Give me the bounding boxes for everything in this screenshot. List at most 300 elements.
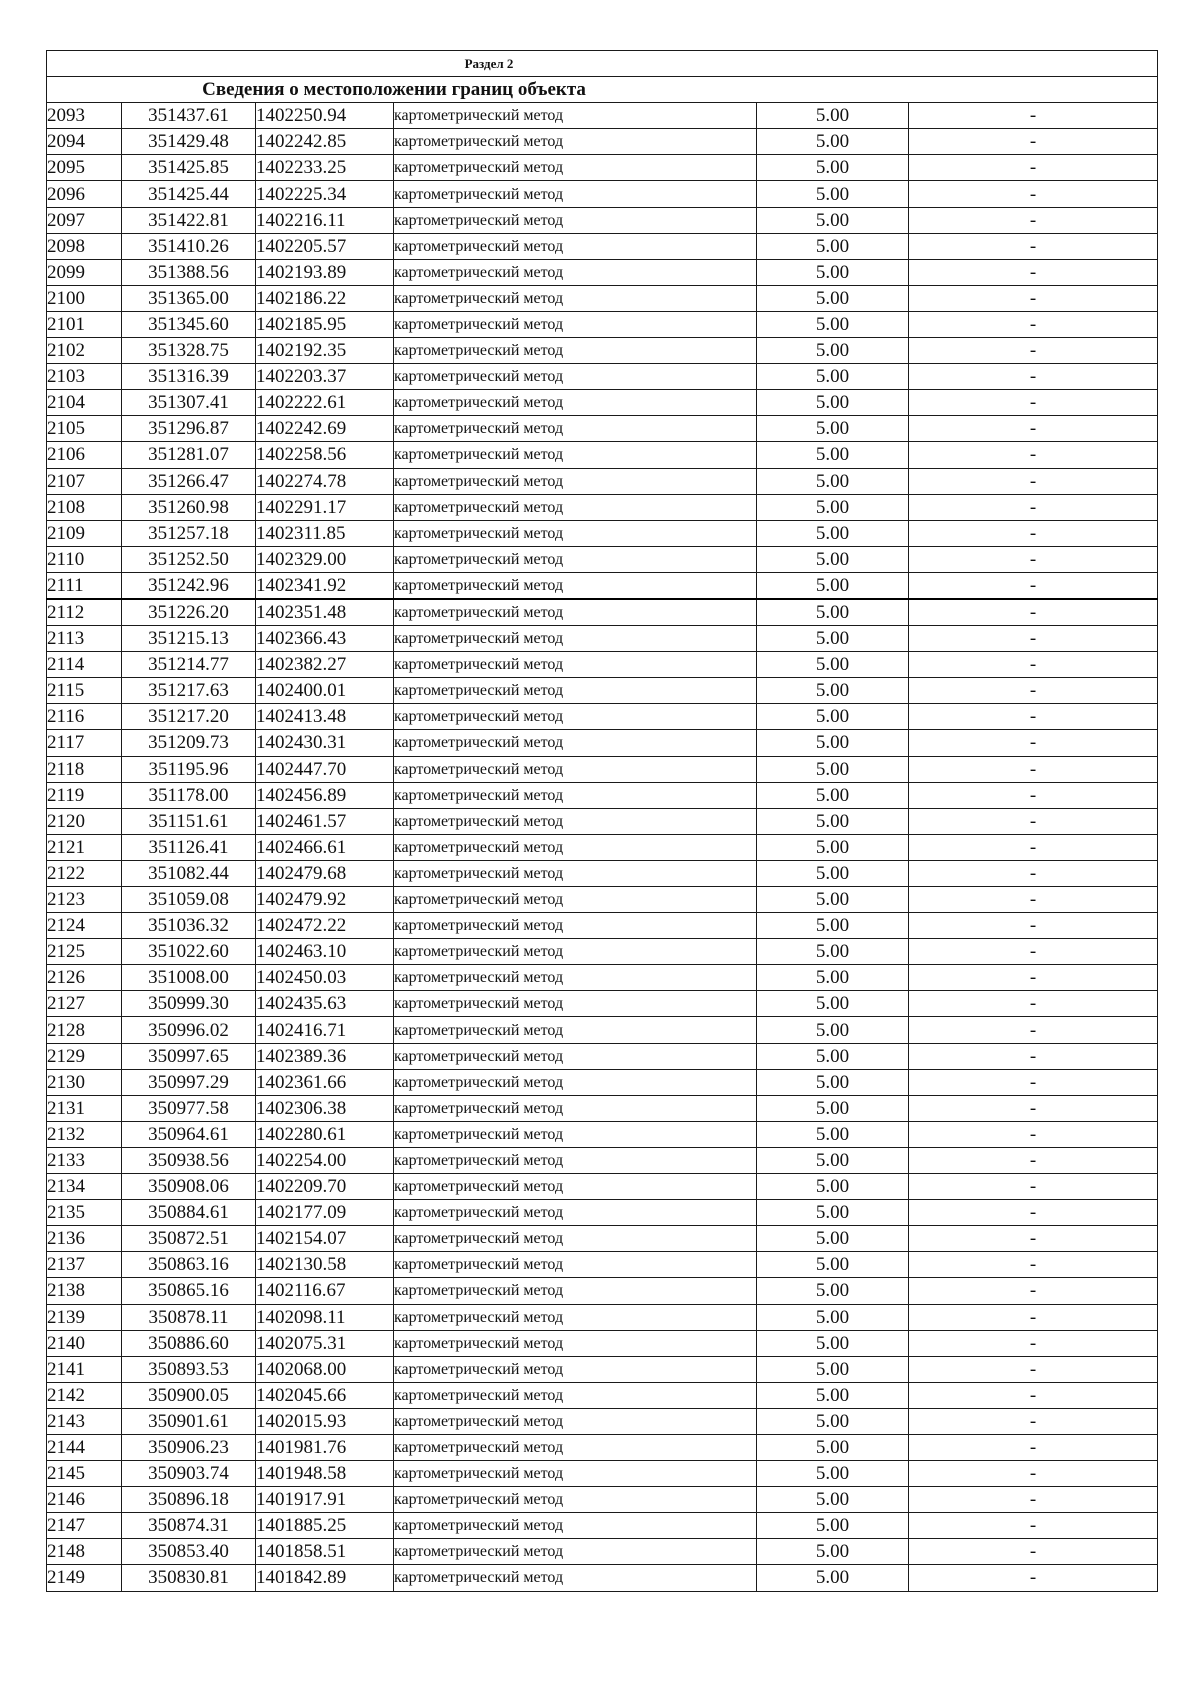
note-cell: - xyxy=(909,1382,1158,1408)
method-cell: картометрический метод xyxy=(394,1200,757,1226)
accuracy-cell: 5.00 xyxy=(757,155,909,181)
coordinate-x-cell: 350863.16 xyxy=(122,1252,256,1278)
accuracy-cell: 5.00 xyxy=(757,782,909,808)
method-cell: картометрический метод xyxy=(394,678,757,704)
coordinate-x-cell: 350977.58 xyxy=(122,1095,256,1121)
point-number-cell: 2139 xyxy=(47,1304,122,1330)
method-cell: картометрический метод xyxy=(394,103,757,129)
coordinate-y-cell: 1402351.48 xyxy=(256,599,394,626)
table-row xyxy=(47,756,1158,782)
accuracy-cell: 5.00 xyxy=(757,834,909,860)
method-cell: картометрический метод xyxy=(394,808,757,834)
accuracy-cell: 5.00 xyxy=(757,1043,909,1069)
note-cell: - xyxy=(909,338,1158,364)
note-cell: - xyxy=(909,129,1158,155)
point-number-cell: 2121 xyxy=(47,834,122,860)
coordinate-x-cell: 351209.73 xyxy=(122,730,256,756)
note-cell: - xyxy=(909,887,1158,913)
note-cell: - xyxy=(909,546,1158,572)
note-cell: - xyxy=(909,1174,1158,1200)
coordinate-y-cell: 1402222.61 xyxy=(256,390,394,416)
method-cell: картометрический метод xyxy=(394,991,757,1017)
accuracy-cell: 5.00 xyxy=(757,965,909,991)
method-cell: картометрический метод xyxy=(394,207,757,233)
method-cell: картометрический метод xyxy=(394,155,757,181)
table-row xyxy=(47,1539,1158,1565)
coordinate-x-cell: 351257.18 xyxy=(122,520,256,546)
coordinate-x-cell: 351266.47 xyxy=(122,468,256,494)
table-row xyxy=(47,233,1158,259)
coordinate-x-cell: 351217.63 xyxy=(122,678,256,704)
coordinate-y-cell: 1402274.78 xyxy=(256,468,394,494)
table-row xyxy=(47,1095,1158,1121)
table-row xyxy=(47,1017,1158,1043)
point-number-cell: 2144 xyxy=(47,1434,122,1460)
table-row xyxy=(47,311,1158,337)
table-row xyxy=(47,1382,1158,1408)
coordinate-x-cell: 351036.32 xyxy=(122,913,256,939)
table-row xyxy=(47,913,1158,939)
accuracy-cell: 5.00 xyxy=(757,1382,909,1408)
point-number-cell: 2143 xyxy=(47,1408,122,1434)
method-cell: картометрический метод xyxy=(394,1461,757,1487)
accuracy-cell: 5.00 xyxy=(757,808,909,834)
accuracy-cell: 5.00 xyxy=(757,442,909,468)
boundary-coordinates-table xyxy=(46,50,1158,1592)
coordinate-y-cell: 1402463.10 xyxy=(256,939,394,965)
coordinate-x-cell: 350997.29 xyxy=(122,1069,256,1095)
accuracy-cell: 5.00 xyxy=(757,416,909,442)
accuracy-cell: 5.00 xyxy=(757,860,909,886)
coordinate-x-cell: 350865.16 xyxy=(122,1278,256,1304)
table-row xyxy=(47,1069,1158,1095)
note-cell: - xyxy=(909,991,1158,1017)
note-cell: - xyxy=(909,572,1158,599)
coordinate-y-cell: 1402254.00 xyxy=(256,1147,394,1173)
point-number-cell: 2149 xyxy=(47,1565,122,1591)
table-row xyxy=(47,1565,1158,1591)
table-row xyxy=(47,416,1158,442)
note-cell: - xyxy=(909,1513,1158,1539)
method-cell: картометрический метод xyxy=(394,834,757,860)
method-cell: картометрический метод xyxy=(394,704,757,730)
coordinate-x-cell: 351242.96 xyxy=(122,572,256,599)
point-number-cell: 2120 xyxy=(47,808,122,834)
point-number-cell: 2118 xyxy=(47,756,122,782)
point-number-cell: 2100 xyxy=(47,285,122,311)
coordinate-x-cell: 350830.81 xyxy=(122,1565,256,1591)
method-cell: картометрический метод xyxy=(394,730,757,756)
coordinate-x-cell: 351307.41 xyxy=(122,390,256,416)
coordinate-y-cell: 1402177.09 xyxy=(256,1200,394,1226)
table-row xyxy=(47,468,1158,494)
coordinate-x-cell: 351365.00 xyxy=(122,285,256,311)
point-number-cell: 2124 xyxy=(47,913,122,939)
accuracy-cell: 5.00 xyxy=(757,181,909,207)
coordinate-x-cell: 351008.00 xyxy=(122,965,256,991)
point-number-cell: 2126 xyxy=(47,965,122,991)
coordinate-x-cell: 351195.96 xyxy=(122,756,256,782)
method-cell: картометрический метод xyxy=(394,390,757,416)
method-cell: картометрический метод xyxy=(394,546,757,572)
method-cell: картометрический метод xyxy=(394,756,757,782)
method-cell: картометрический метод xyxy=(394,887,757,913)
accuracy-cell: 5.00 xyxy=(757,390,909,416)
coordinate-y-cell: 1402291.17 xyxy=(256,494,394,520)
table-row xyxy=(47,860,1158,886)
coordinate-x-cell: 351388.56 xyxy=(122,259,256,285)
accuracy-cell: 5.00 xyxy=(757,991,909,1017)
coordinate-y-cell: 1402329.00 xyxy=(256,546,394,572)
point-number-cell: 2110 xyxy=(47,546,122,572)
accuracy-cell: 5.00 xyxy=(757,103,909,129)
accuracy-cell: 5.00 xyxy=(757,1356,909,1382)
coordinate-y-cell: 1402413.48 xyxy=(256,704,394,730)
coordinate-x-cell: 350906.23 xyxy=(122,1434,256,1460)
point-number-cell: 2104 xyxy=(47,390,122,416)
accuracy-cell: 5.00 xyxy=(757,730,909,756)
coordinate-x-cell: 350884.61 xyxy=(122,1200,256,1226)
accuracy-cell: 5.00 xyxy=(757,1539,909,1565)
point-number-cell: 2103 xyxy=(47,364,122,390)
point-number-cell: 2101 xyxy=(47,311,122,337)
coordinate-x-cell: 351281.07 xyxy=(122,442,256,468)
table-row xyxy=(47,626,1158,652)
note-cell: - xyxy=(909,1434,1158,1460)
table-row xyxy=(47,991,1158,1017)
table-row xyxy=(47,1278,1158,1304)
method-cell: картометрический метод xyxy=(394,129,757,155)
coordinate-y-cell: 1401885.25 xyxy=(256,1513,394,1539)
method-cell: картометрический метод xyxy=(394,1017,757,1043)
coordinate-y-cell: 1401917.91 xyxy=(256,1487,394,1513)
coordinate-x-cell: 351410.26 xyxy=(122,233,256,259)
heading-cell xyxy=(47,77,1158,103)
accuracy-cell: 5.00 xyxy=(757,678,909,704)
coordinate-x-cell: 350853.40 xyxy=(122,1539,256,1565)
point-number-cell: 2119 xyxy=(47,782,122,808)
note-cell: - xyxy=(909,468,1158,494)
coordinate-x-cell: 350999.30 xyxy=(122,991,256,1017)
method-cell: картометрический метод xyxy=(394,1434,757,1460)
method-cell: картометрический метод xyxy=(394,1174,757,1200)
accuracy-cell: 5.00 xyxy=(757,1434,909,1460)
section-row xyxy=(47,51,1158,77)
note-cell: - xyxy=(909,1461,1158,1487)
method-cell: картометрический метод xyxy=(394,1356,757,1382)
coordinate-y-cell: 1402130.58 xyxy=(256,1252,394,1278)
accuracy-cell: 5.00 xyxy=(757,887,909,913)
accuracy-cell: 5.00 xyxy=(757,520,909,546)
method-cell: картометрический метод xyxy=(394,338,757,364)
point-number-cell: 2112 xyxy=(47,599,122,626)
note-cell: - xyxy=(909,599,1158,626)
method-cell: картометрический метод xyxy=(394,520,757,546)
accuracy-cell: 5.00 xyxy=(757,338,909,364)
coordinate-x-cell: 350908.06 xyxy=(122,1174,256,1200)
point-number-cell: 2146 xyxy=(47,1487,122,1513)
point-number-cell: 2094 xyxy=(47,129,122,155)
coordinate-y-cell: 1402075.31 xyxy=(256,1330,394,1356)
coordinate-y-cell: 1402306.38 xyxy=(256,1095,394,1121)
table-row xyxy=(47,887,1158,913)
table-row xyxy=(47,678,1158,704)
table-row xyxy=(47,1356,1158,1382)
coordinate-y-cell: 1402389.36 xyxy=(256,1043,394,1069)
point-number-cell: 2105 xyxy=(47,416,122,442)
table-row xyxy=(47,103,1158,129)
note-cell: - xyxy=(909,1069,1158,1095)
method-cell: картометрический метод xyxy=(394,416,757,442)
coordinate-x-cell: 351260.98 xyxy=(122,494,256,520)
method-cell: картометрический метод xyxy=(394,1147,757,1173)
accuracy-cell: 5.00 xyxy=(757,364,909,390)
accuracy-cell: 5.00 xyxy=(757,1174,909,1200)
table-body xyxy=(47,51,1158,1592)
coordinate-y-cell: 1401948.58 xyxy=(256,1461,394,1487)
table-row xyxy=(47,782,1158,808)
point-number-cell: 2131 xyxy=(47,1095,122,1121)
table-row xyxy=(47,1434,1158,1460)
coordinate-x-cell: 350872.51 xyxy=(122,1226,256,1252)
method-cell: картометрический метод xyxy=(394,468,757,494)
accuracy-cell: 5.00 xyxy=(757,756,909,782)
note-cell: - xyxy=(909,1200,1158,1226)
coordinate-y-cell: 1402116.67 xyxy=(256,1278,394,1304)
point-number-cell: 2107 xyxy=(47,468,122,494)
coordinate-y-cell: 1402192.35 xyxy=(256,338,394,364)
method-cell: картометрический метод xyxy=(394,782,757,808)
accuracy-cell: 5.00 xyxy=(757,1226,909,1252)
coordinate-y-cell: 1402250.94 xyxy=(256,103,394,129)
coordinate-x-cell: 351328.75 xyxy=(122,338,256,364)
coordinate-y-cell: 1402258.56 xyxy=(256,442,394,468)
note-cell: - xyxy=(909,1017,1158,1043)
note-cell: - xyxy=(909,364,1158,390)
table-row xyxy=(47,834,1158,860)
coordinate-x-cell: 350901.61 xyxy=(122,1408,256,1434)
table-row xyxy=(47,730,1158,756)
accuracy-cell: 5.00 xyxy=(757,1017,909,1043)
method-cell: картометрический метод xyxy=(394,1487,757,1513)
note-cell: - xyxy=(909,704,1158,730)
note-cell: - xyxy=(909,285,1158,311)
table-row xyxy=(47,1487,1158,1513)
coordinate-y-cell: 1402186.22 xyxy=(256,285,394,311)
coordinate-y-cell: 1402242.85 xyxy=(256,129,394,155)
point-number-cell: 2117 xyxy=(47,730,122,756)
section-label-cell xyxy=(47,51,1158,77)
table-row xyxy=(47,1408,1158,1434)
method-cell: картометрический метод xyxy=(394,1382,757,1408)
method-cell: картометрический метод xyxy=(394,1539,757,1565)
method-cell: картометрический метод xyxy=(394,233,757,259)
accuracy-cell: 5.00 xyxy=(757,1565,909,1591)
accuracy-cell: 5.00 xyxy=(757,1408,909,1434)
note-cell: - xyxy=(909,181,1158,207)
point-number-cell: 2138 xyxy=(47,1278,122,1304)
coordinate-x-cell: 351059.08 xyxy=(122,887,256,913)
coordinate-x-cell: 350903.74 xyxy=(122,1461,256,1487)
accuracy-cell: 5.00 xyxy=(757,652,909,678)
point-number-cell: 2109 xyxy=(47,520,122,546)
coordinate-x-cell: 351022.60 xyxy=(122,939,256,965)
note-cell: - xyxy=(909,1147,1158,1173)
method-cell: картометрический метод xyxy=(394,364,757,390)
point-number-cell: 2108 xyxy=(47,494,122,520)
note-cell: - xyxy=(909,1408,1158,1434)
note-cell: - xyxy=(909,652,1158,678)
note-cell: - xyxy=(909,1226,1158,1252)
coordinate-y-cell: 1402203.37 xyxy=(256,364,394,390)
point-number-cell: 2098 xyxy=(47,233,122,259)
method-cell: картометрический метод xyxy=(394,1226,757,1252)
note-cell: - xyxy=(909,808,1158,834)
method-cell: картометрический метод xyxy=(394,860,757,886)
coordinate-y-cell: 1402430.31 xyxy=(256,730,394,756)
table-row xyxy=(47,390,1158,416)
coordinate-y-cell: 1402209.70 xyxy=(256,1174,394,1200)
table-row xyxy=(47,652,1158,678)
point-number-cell: 2106 xyxy=(47,442,122,468)
coordinate-x-cell: 351151.61 xyxy=(122,808,256,834)
boundary-coordinates-sheet xyxy=(46,50,1157,1592)
method-cell: картометрический метод xyxy=(394,1095,757,1121)
note-cell: - xyxy=(909,1487,1158,1513)
note-cell: - xyxy=(909,1252,1158,1278)
coordinate-y-cell: 1402233.25 xyxy=(256,155,394,181)
point-number-cell: 2102 xyxy=(47,338,122,364)
note-cell: - xyxy=(909,1304,1158,1330)
note-cell: - xyxy=(909,1278,1158,1304)
coordinate-y-cell: 1401981.76 xyxy=(256,1434,394,1460)
point-number-cell: 2099 xyxy=(47,259,122,285)
coordinate-y-cell: 1402098.11 xyxy=(256,1304,394,1330)
table-row xyxy=(47,939,1158,965)
coordinate-y-cell: 1401858.51 xyxy=(256,1539,394,1565)
coordinate-y-cell: 1402366.43 xyxy=(256,626,394,652)
accuracy-cell: 5.00 xyxy=(757,1095,909,1121)
accuracy-cell: 5.00 xyxy=(757,1147,909,1173)
coordinate-x-cell: 351214.77 xyxy=(122,652,256,678)
coordinate-x-cell: 351422.81 xyxy=(122,207,256,233)
note-cell: - xyxy=(909,678,1158,704)
coordinate-y-cell: 1402466.61 xyxy=(256,834,394,860)
accuracy-cell: 5.00 xyxy=(757,1487,909,1513)
accuracy-cell: 5.00 xyxy=(757,1252,909,1278)
accuracy-cell: 5.00 xyxy=(757,1200,909,1226)
coordinate-y-cell: 1402205.57 xyxy=(256,233,394,259)
coordinate-y-cell: 1402461.57 xyxy=(256,808,394,834)
point-number-cell: 2129 xyxy=(47,1043,122,1069)
coordinate-x-cell: 351345.60 xyxy=(122,311,256,337)
coordinate-x-cell: 351425.44 xyxy=(122,181,256,207)
method-cell: картометрический метод xyxy=(394,1252,757,1278)
coordinate-y-cell: 1402361.66 xyxy=(256,1069,394,1095)
point-number-cell: 2130 xyxy=(47,1069,122,1095)
point-number-cell: 2122 xyxy=(47,860,122,886)
table-row xyxy=(47,155,1158,181)
table-row xyxy=(47,1330,1158,1356)
point-number-cell: 2145 xyxy=(47,1461,122,1487)
accuracy-cell: 5.00 xyxy=(757,546,909,572)
note-cell: - xyxy=(909,626,1158,652)
coordinate-x-cell: 350997.65 xyxy=(122,1043,256,1069)
accuracy-cell: 5.00 xyxy=(757,259,909,285)
accuracy-cell: 5.00 xyxy=(757,704,909,730)
note-cell: - xyxy=(909,860,1158,886)
accuracy-cell: 5.00 xyxy=(757,1461,909,1487)
coordinate-x-cell: 350896.18 xyxy=(122,1487,256,1513)
table-row xyxy=(47,1043,1158,1069)
point-number-cell: 2093 xyxy=(47,103,122,129)
point-number-cell: 2132 xyxy=(47,1121,122,1147)
point-number-cell: 2137 xyxy=(47,1252,122,1278)
table-row xyxy=(47,965,1158,991)
table-row xyxy=(47,1200,1158,1226)
table-row xyxy=(47,442,1158,468)
table-row xyxy=(47,1461,1158,1487)
note-cell: - xyxy=(909,1121,1158,1147)
table-row xyxy=(47,364,1158,390)
accuracy-cell: 5.00 xyxy=(757,1069,909,1095)
coordinate-x-cell: 350964.61 xyxy=(122,1121,256,1147)
point-number-cell: 2123 xyxy=(47,887,122,913)
table-row xyxy=(47,1226,1158,1252)
coordinate-y-cell: 1402479.92 xyxy=(256,887,394,913)
accuracy-cell: 5.00 xyxy=(757,494,909,520)
point-number-cell: 2111 xyxy=(47,572,122,599)
coordinate-x-cell: 350996.02 xyxy=(122,1017,256,1043)
method-cell: картометрический метод xyxy=(394,1121,757,1147)
table-row xyxy=(47,1121,1158,1147)
coordinate-y-cell: 1402193.89 xyxy=(256,259,394,285)
coordinate-x-cell: 351316.39 xyxy=(122,364,256,390)
point-number-cell: 2148 xyxy=(47,1539,122,1565)
note-cell: - xyxy=(909,442,1158,468)
note-cell: - xyxy=(909,259,1158,285)
note-cell: - xyxy=(909,1043,1158,1069)
point-number-cell: 2136 xyxy=(47,1226,122,1252)
table-row xyxy=(47,129,1158,155)
method-cell: картометрический метод xyxy=(394,913,757,939)
accuracy-cell: 5.00 xyxy=(757,939,909,965)
method-cell: картометрический метод xyxy=(394,1565,757,1591)
table-row xyxy=(47,599,1158,626)
coordinate-x-cell: 350886.60 xyxy=(122,1330,256,1356)
accuracy-cell: 5.00 xyxy=(757,207,909,233)
point-number-cell: 2096 xyxy=(47,181,122,207)
note-cell: - xyxy=(909,756,1158,782)
coordinate-x-cell: 351437.61 xyxy=(122,103,256,129)
note-cell: - xyxy=(909,311,1158,337)
coordinate-y-cell: 1402242.69 xyxy=(256,416,394,442)
note-cell: - xyxy=(909,782,1158,808)
coordinate-x-cell: 350874.31 xyxy=(122,1513,256,1539)
method-cell: картометрический метод xyxy=(394,494,757,520)
coordinate-y-cell: 1402450.03 xyxy=(256,965,394,991)
note-cell: - xyxy=(909,207,1158,233)
coordinate-y-cell: 1401842.89 xyxy=(256,1565,394,1591)
point-number-cell: 2114 xyxy=(47,652,122,678)
note-cell: - xyxy=(909,390,1158,416)
table-row xyxy=(47,572,1158,599)
table-heading: Сведения о местоположении границ объекта xyxy=(202,79,586,101)
note-cell: - xyxy=(909,730,1158,756)
method-cell: картометрический метод xyxy=(394,181,757,207)
note-cell: - xyxy=(909,494,1158,520)
coordinate-x-cell: 351126.41 xyxy=(122,834,256,860)
